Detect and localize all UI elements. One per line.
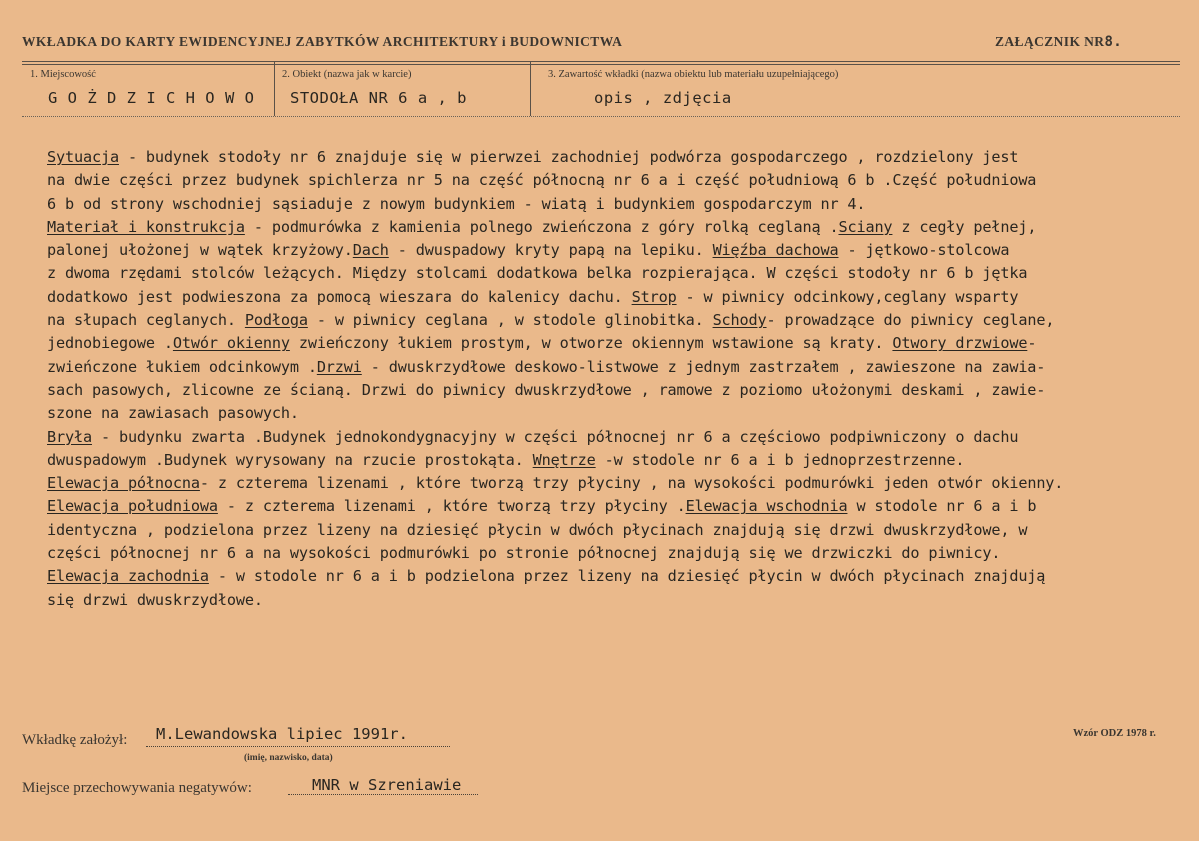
body-line xyxy=(47,262,1187,285)
negatives-value: MNR w Szreniawie xyxy=(312,776,462,794)
body-text-segment: -w stodole nr 6 a i b jednoprzestrzenne. xyxy=(595,450,965,469)
body-text-segment: palonej ułożonej w wątek krzyżowy. xyxy=(47,241,353,260)
body-text-segment: na słupach ceglanych. xyxy=(47,311,245,330)
author-sub: (imię, nazwisko, data) xyxy=(244,753,333,763)
section-heading: Materiał i konstrukcja xyxy=(47,217,245,236)
body-text-segment: 6 b od strony wschodniej sąsiaduje z nowym budynkiem - wiatą i budynkiem gospodarczym nr 4. xyxy=(47,194,866,213)
section-heading: Sytuacja xyxy=(47,148,119,166)
section-heading: Drzwi xyxy=(316,357,362,376)
annex-number xyxy=(995,34,1122,50)
body-text-segment: z cegły pełnej, xyxy=(892,217,1037,236)
section-heading: Dach xyxy=(352,241,389,260)
body-text-segment: - w piwnicy ceglana , w stodole glinobitka. xyxy=(307,311,713,330)
body-line xyxy=(47,402,1187,425)
body-text-segment: - budynek stodoły nr 6 znajduje się w pierwzei zachodniej podwórza gospodarczego , rozdzielony jest xyxy=(118,148,1019,166)
body-text-segment: na dwie części przez budynek spichlerza nr 5 na część północną nr 6 a i część południową 6 b .Część południowa xyxy=(47,171,1037,190)
body-line xyxy=(47,309,1187,332)
annex-number-value: 8. xyxy=(1104,34,1123,50)
body-text-segment: dodatkowo jest podwieszona za pomocą wieszara do kalenicy dachu. xyxy=(47,287,632,306)
body-text-segment: - budynku zwarta .Budynek jednokondygnacyjny w części północnej nr 6 a częściowo podpiwniczony o dachu xyxy=(91,427,1019,446)
content-label: 3. Zawartość wkładki (nazwa obiektu lub materiału uzupełniającego) xyxy=(548,69,839,80)
annex-label: ZAŁĄCZNIK NR xyxy=(995,34,1105,49)
body-text-segment: - jętkowo-stolcowa xyxy=(838,241,1010,260)
object-value: STODOŁA NR 6 a , b xyxy=(290,89,467,107)
body-line xyxy=(47,519,1187,542)
content-value: opis , zdjęcia xyxy=(594,89,732,107)
body-line xyxy=(47,332,1187,355)
body-line xyxy=(47,426,1187,449)
body-text-segment: - w stodole nr 6 a i b podzielona przez lizeny na dziesięć płycin w dwóch płycinach znajdują xyxy=(208,567,1046,586)
section-heading: Więźba dachowa xyxy=(712,241,839,260)
section-heading: Otwory drzwiowe xyxy=(892,334,1028,353)
body-line xyxy=(47,565,1187,588)
body-line xyxy=(47,239,1187,262)
negatives-line xyxy=(288,794,478,795)
body-line xyxy=(47,449,1187,472)
form-title: WKŁADKA DO KARTY EWIDENCYJNEJ ZABYTKÓW ARCHITEKTURY i BUDOWNICTWA xyxy=(22,34,623,49)
body-text-segment: zwieńczony łukiem prostym, w otworze okiennym wstawione są kraty. xyxy=(289,334,893,353)
body-text-segment: - prowadzące do piwnicy ceglane, xyxy=(766,311,1055,330)
body-text-segment: - xyxy=(1027,334,1037,353)
body-text-segment: - dwuspadowy kryty papą na lepiku. xyxy=(388,241,713,260)
locality-value: G O Ż D Z I C H O W O xyxy=(48,89,255,107)
body-text-segment: się drzwi dwuskrzydłowe. xyxy=(47,590,263,609)
body-line xyxy=(47,356,1187,379)
section-heading: Elewacja zachodnia xyxy=(47,567,209,586)
body-text-segment: - podmurówka z kamienia polnego zwieńczona z góry rolką ceglaną . xyxy=(244,217,839,236)
section-heading: Schody xyxy=(712,311,767,330)
body-line xyxy=(47,216,1187,239)
object-label: 2. Obiekt (nazwa jak w karcie) xyxy=(282,69,412,80)
field-divider-1 xyxy=(274,62,275,116)
body-line xyxy=(47,146,1187,169)
body-line xyxy=(47,286,1187,309)
section-heading: Elewacja południowa xyxy=(47,497,218,516)
header-bottom-rule xyxy=(22,116,1180,117)
body-line xyxy=(47,589,1187,612)
body-line xyxy=(47,193,1187,216)
section-heading: Bryła xyxy=(47,427,92,446)
body-line xyxy=(47,495,1187,518)
body-text-segment: w stodole nr 6 a i b xyxy=(847,497,1037,516)
section-heading: Elewacja wschodnia xyxy=(685,497,848,516)
header-top-rule-2 xyxy=(22,64,1180,65)
body-line xyxy=(47,472,1187,495)
section-heading: Strop xyxy=(631,287,677,306)
body-text-segment: jednobiegowe . xyxy=(47,334,173,353)
section-heading: Otwór okienny xyxy=(172,334,290,353)
negatives-label: Miejsce przechowywania negatywów: xyxy=(22,780,252,796)
section-heading: Elewacja północna xyxy=(47,474,200,493)
body-text-segment: - z czterema lizenami , które tworzą trzy płyciny , na wysokości podmurówki jeden otwór okienny. xyxy=(199,474,1064,493)
field-divider-2 xyxy=(530,62,531,116)
body-text-segment: szone na zawiasach pasowych. xyxy=(47,404,299,423)
author-line xyxy=(146,746,450,747)
section-heading: Wnętrze xyxy=(532,450,596,469)
body-line xyxy=(47,379,1187,402)
body-line xyxy=(47,542,1187,565)
body-text-segment: - z czterema lizenami , które tworzą trzy płyciny . xyxy=(217,497,686,516)
body-text-segment: sach pasowych, zlicowne ze ścianą. Drzwi do piwnicy dwuskrzydłowe , ramowe z poziomo ułożonymi deskami , zawie- xyxy=(47,380,1046,399)
body-text-segment: zwieńczone łukiem odcinkowym . xyxy=(47,357,317,376)
body-text-segment: - dwuskrzydłowe deskowo-listwowe z jednym zastrzałem , zawieszone na zawia- xyxy=(361,357,1046,376)
locality-label: 1. Miejscowość xyxy=(30,69,96,80)
author-label: Wkładkę założył: xyxy=(22,732,128,748)
form-code: Wzór ODZ 1978 r. xyxy=(1073,728,1156,739)
description-body xyxy=(47,146,1187,612)
body-text-segment: dwuspadowym .Budynek wyrysowany na rzucie prostokąta. xyxy=(47,450,533,469)
body-line xyxy=(47,169,1187,192)
author-value: M.Lewandowska lipiec 1991r. xyxy=(156,725,408,743)
body-text-segment: identyczna , podzielona przez lizeny na dziesięć płycin w dwóch płycinach znajdują się drzwi dwuskrzydłowe, w xyxy=(47,520,1028,539)
body-text-segment: - w piwnicy odcinkowy,ceglany wsparty xyxy=(676,287,1019,306)
body-text-segment: części północnej nr 6 a na wysokości podmurówki po stronie północnej znajdują się we drzwiczki do piwnicy. xyxy=(47,544,1001,563)
section-heading: Podłoga xyxy=(244,311,308,330)
header-top-rule xyxy=(22,61,1180,62)
section-heading: Sciany xyxy=(838,217,893,236)
body-text-segment: z dwoma rzędami stolców leżących. Między stolcami dodatkowa belka rozpierająca. W części stodoły nr 6 b jętka xyxy=(47,264,1028,283)
